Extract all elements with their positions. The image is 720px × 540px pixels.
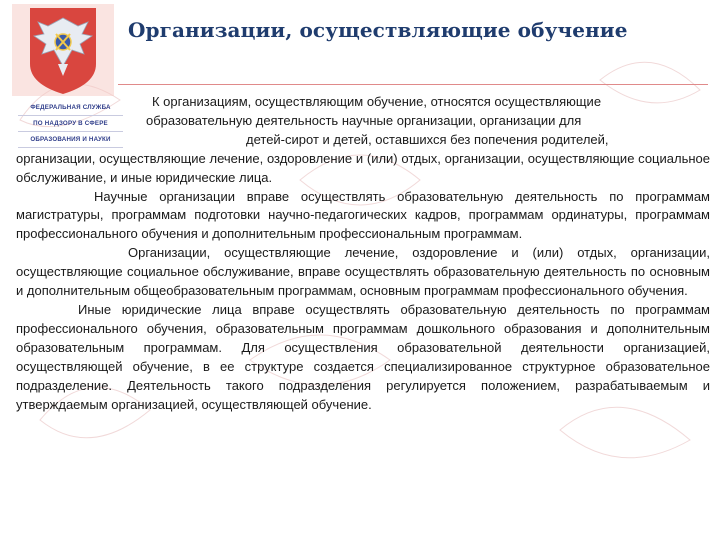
org-name-line-1: ФЕДЕРАЛЬНАЯ СЛУЖБА bbox=[18, 100, 123, 116]
paragraph-1-line-1: К организациям, осуществляющим обучение, относятся осуществляющие bbox=[152, 94, 602, 109]
paragraph-4: Иные юридические лица вправе осуществлять образовательную деятельность по программам профессионального обучения, образовательным программам дошкольного образования и дополнительным образовательным программам. Для осуществления образовательной деятельности организацией, осуществляющей обучение, в ее структуре создается специализированное структурное образовательное подразделение. Деятельность такого подразделения регулируется положением, разрабатываемым и утверждаемым организацией, осуществляющей обучение. bbox=[16, 301, 710, 412]
paragraph-1-rest: организации, осуществляющие лечение, оздоровление и (или) отдых, организации, осуществляющие социальное обслуживание, и иные юридические лица. bbox=[16, 150, 710, 185]
document-body bbox=[16, 93, 710, 414]
paragraph-1-line-2: образовательную деятельность научные организации, организации для bbox=[146, 112, 582, 128]
paragraph-1-line-3: детей-сирот и детей, оставшихся без попечения родителей, bbox=[246, 131, 609, 147]
title-divider bbox=[118, 84, 708, 85]
org-name-line-2: ПО НАДЗОРУ В СФЕРЕ bbox=[18, 116, 123, 132]
page-title: Организации, осуществляющие обучение bbox=[128, 18, 628, 42]
paragraph-2: Научные организации вправе осуществлять образовательную деятельность по программам магистратуры, программам подготовки научно-педагогических кадров, программам ординатуры, программам профессионального обучения и дополнительным профессиональным программам. bbox=[16, 188, 710, 242]
paragraph-1 bbox=[16, 93, 710, 188]
federal-service-emblem bbox=[8, 4, 118, 96]
paragraph-3: Организации, осуществляющие лечение, оздоровление и (или) отдых, организации, осуществляющие социальное обслуживание, вправе осуществлять образовательную деятельность по основным и дополнительным общеобразовательным программам, основным программам профессионального обучения. bbox=[16, 245, 710, 299]
org-name-line-3: ОБРАЗОВАНИЯ И НАУКИ bbox=[18, 132, 123, 148]
